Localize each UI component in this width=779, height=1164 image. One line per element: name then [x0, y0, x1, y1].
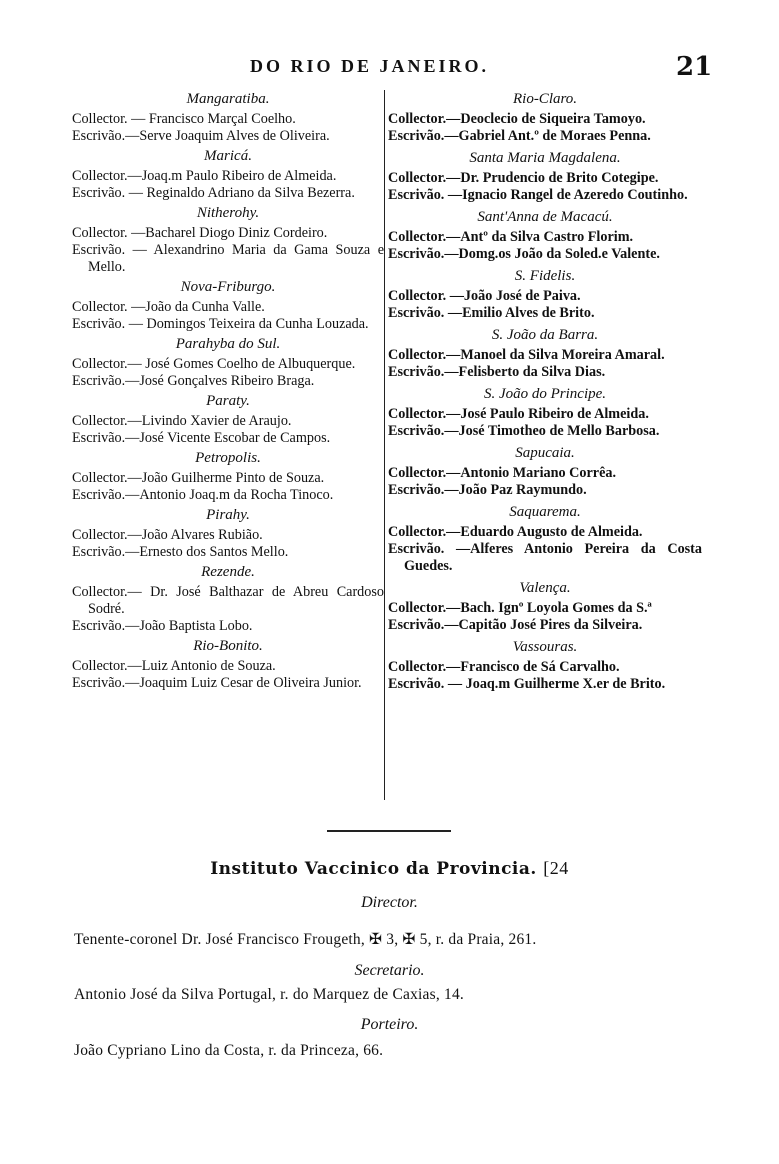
right-column — [388, 90, 702, 693]
page-header — [0, 52, 779, 86]
collector-entry: Collector.—Antº da Silva Castro Florim. — [388, 229, 634, 245]
municipality-title: Mangaratiba. — [186, 91, 270, 107]
collector-entry: Collector. — Francisco Marçal Coelho. — [72, 111, 296, 127]
municipality-title: Rio-Claro. — [512, 91, 578, 107]
municipality-title: Paraty. — [206, 393, 250, 409]
collector-entry: Collector.—Francisco de Sá Carvalho. — [388, 659, 620, 675]
municipality-section — [72, 392, 384, 447]
municipality-section — [72, 637, 384, 692]
municipality-title: Saquarema. — [509, 504, 581, 520]
municipality-title: Sapucaia. — [515, 445, 575, 461]
collector-entry: Collector.—Manoel da Silva Moreira Amaral. — [388, 347, 665, 363]
municipality-section — [72, 506, 384, 561]
escrivao-entry: Escrivão.—Serve Joaquim Alves de Oliveira. — [72, 128, 330, 144]
municipality-section — [388, 90, 702, 145]
porter-entry: João Cypriano Lino da Costa, r. da Princeza, 66. — [74, 1042, 384, 1059]
escrivao-entry: Escrivão.—João Baptista Lobo. — [72, 618, 253, 634]
municipality-title: Valença. — [519, 580, 571, 596]
municipality-section — [72, 335, 384, 390]
municipality-title: Maricá. — [204, 148, 252, 164]
column-divider — [384, 90, 385, 800]
municipality-title: S. Fidelis. — [514, 268, 576, 284]
collector-entry: Collector.—João Guilherme Pinto de Souza. — [72, 470, 325, 486]
escrivao-entry: Escrivão.—Gabriel Ant.º de Moraes Penna. — [388, 128, 651, 144]
escrivao-entry: Escrivão.—João Paz Raymundo. — [388, 482, 587, 498]
collector-entry: Collector.—Bach. Ignº Loyola Gomes da S.ª — [388, 600, 652, 616]
municipality-section — [72, 449, 384, 504]
collector-entry: Collector.— José Gomes Coelho de Albuquerque. — [72, 356, 356, 372]
municipality-title: Pirahy. — [206, 507, 250, 523]
director-entry: Tenente-coronel Dr. José Francisco Frougeth, ✠ 3, ✠ 5, r. da Praia, 261. — [74, 931, 537, 948]
municipality-section — [72, 563, 384, 635]
escrivao-entry: Escrivão.—José Gonçalves Ribeiro Braga. — [72, 373, 315, 389]
escrivao-entry: Escrivão. — Joaq.m Guilherme X.er de Brito. — [388, 676, 666, 692]
escrivao-entry: Escrivão. —Emilio Alves de Brito. — [388, 305, 595, 321]
collector-entry: Collector.—Luiz Antonio de Souza. — [72, 658, 276, 674]
municipality-title: Sant'Anna de Macacú. — [477, 209, 613, 225]
collector-entry: Collector.— Dr. José Balthazar de Abreu Cardoso Sodré. — [72, 584, 384, 617]
municipality-section — [72, 147, 384, 202]
municipality-section — [388, 149, 702, 204]
collector-entry: Collector.—Deoclecio de Siqueira Tamoyo. — [388, 111, 646, 127]
municipality-section — [388, 326, 702, 381]
porter-label: Porteiro. — [360, 1016, 419, 1033]
collector-entry: Collector. —Bacharel Diogo Diniz Cordeiro. — [72, 225, 328, 241]
collector-entry: Collector. —João da Cunha Valle. — [72, 299, 265, 315]
municipality-section — [388, 503, 702, 575]
escrivao-entry: Escrivão.—Capitão José Pires da Silveira. — [388, 617, 643, 633]
municipality-title: Vassouras. — [512, 639, 578, 655]
municipality-title: S. João da Barra. — [491, 327, 599, 343]
escrivao-entry: Escrivão. — Reginaldo Adriano da Silva Bezerra. — [72, 185, 355, 201]
municipality-section — [388, 444, 702, 499]
municipality-section — [72, 204, 384, 276]
director-label: Director. — [361, 894, 418, 911]
collector-entry: Collector.—Joaq.m Paulo Ribeiro de Almeida. — [72, 168, 337, 184]
municipality-section — [388, 385, 702, 440]
municipality-title: Santa Maria Magdalena. — [469, 150, 621, 166]
municipality-title: Petropolis. — [195, 450, 261, 466]
escrivao-entry: Escrivão.—Felisberto da Silva Dias. — [388, 364, 606, 380]
municipality-section — [388, 267, 702, 322]
collector-entry: Collector. —João José de Paiva. — [388, 288, 581, 304]
institute-title: Instituto Vaccinico da Provincia. — [210, 859, 537, 879]
municipality-section — [388, 579, 702, 634]
collector-entry: Collector.—Eduardo Augusto de Almeida. — [388, 524, 643, 540]
collector-entry: Collector.—Antonio Mariano Corrêa. — [388, 465, 617, 481]
collector-entry: Collector.—Livindo Xavier de Araujo. — [72, 413, 292, 429]
municipality-title: Parahyba do Sul. — [175, 336, 281, 352]
institute-ref: [24 — [543, 858, 569, 878]
escrivao-entry: Escrivão.—Antonio Joaq.m da Rocha Tinoco. — [72, 487, 334, 503]
running-title: DO RIO DE JANEIRO. — [250, 56, 490, 76]
municipality-title: Nova-Friburgo. — [180, 279, 276, 295]
escrivao-entry: Escrivão.—José Timotheo de Mello Barbosa. — [388, 423, 660, 439]
municipality-section — [72, 90, 384, 145]
escrivao-entry: Escrivão.—Domg.os João da Soled.e Valente. — [388, 246, 660, 262]
escrivao-entry: Escrivão. —Alferes Antonio Pereira da Costa Guedes. — [388, 541, 702, 574]
escrivao-entry: Escrivão.—Ernesto dos Santos Mello. — [72, 544, 289, 560]
municipality-section — [388, 208, 702, 263]
municipality-title: Nitherohy. — [196, 205, 260, 221]
municipality-section — [388, 638, 702, 693]
institute-heading — [0, 858, 779, 879]
collector-entry: Collector.—João Alvares Rubião. — [72, 527, 263, 543]
municipality-title: Rio-Bonito. — [193, 638, 263, 654]
collector-entry: Collector.—Dr. Prudencio de Brito Cotegipe. — [388, 170, 659, 186]
escrivao-entry: Escrivão. — Alexandrino Maria da Gama Souza e Mello. — [72, 242, 384, 275]
left-column — [72, 90, 384, 692]
municipality-title: Rezende. — [201, 564, 255, 580]
page-number: 21 — [676, 52, 713, 82]
secretary-entry: Antonio José da Silva Portugal, r. do Marquez de Caxias, 14. — [74, 986, 464, 1003]
escrivao-entry: Escrivão.—José Vicente Escobar de Campos. — [72, 430, 331, 446]
escrivao-entry: Escrivão.—Joaquim Luiz Cesar de Oliveira Junior. — [72, 675, 362, 691]
escrivao-entry: Escrivão. — Domingos Teixeira da Cunha Louzada. — [72, 316, 369, 332]
section-separator — [327, 830, 451, 832]
collector-entry: Collector.—José Paulo Ribeiro de Almeida. — [388, 406, 649, 422]
escrivao-entry: Escrivão. —Ignacio Rangel de Azeredo Coutinho. — [388, 187, 688, 203]
municipality-section — [72, 278, 384, 333]
secretary-label: Secretario. — [354, 962, 425, 979]
municipality-title: S. João do Principe. — [483, 386, 607, 402]
